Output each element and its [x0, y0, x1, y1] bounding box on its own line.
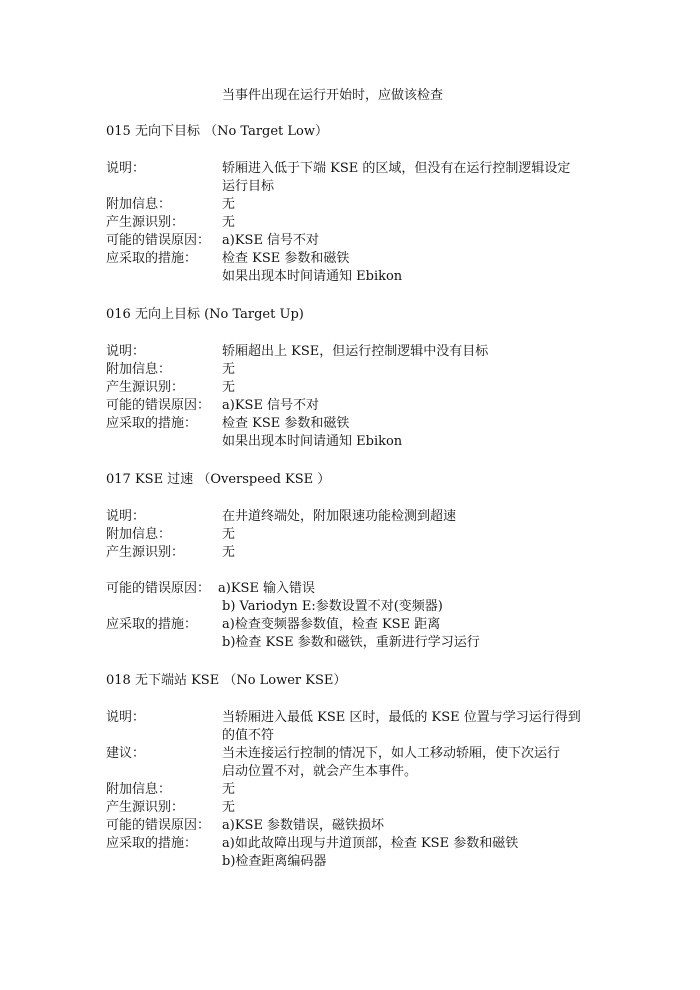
- section-015-title: 015 无向下目标 （No Target Low）: [106, 124, 328, 139]
- s017-info-label: 附加信息：: [106, 527, 172, 542]
- s016-action-1: 检查 KSE 参数和磁铁: [222, 416, 350, 431]
- s017-action-1: a)检查变频器参数值，检查 KSE 距离: [222, 617, 441, 632]
- s016-desc-label: 说明：: [106, 344, 146, 359]
- s018-action-label: 应采取的措施：: [106, 836, 198, 851]
- s016-cause-label: 可能的错误原因：: [106, 398, 211, 413]
- s016-action-2: 如果出现本时间请通知 Ebikon: [222, 434, 403, 449]
- s016-cause-1: a)KSE 信号不对: [222, 398, 320, 413]
- s015-desc-label: 说明：: [106, 161, 146, 176]
- s015-info-value: 无: [222, 197, 236, 212]
- s017-action-2: b)检查 KSE 参数和磁铁，重新进行学习运行: [222, 635, 480, 650]
- s016-src-label: 产生源识别：: [106, 380, 185, 395]
- s018-desc-label: 说明：: [106, 710, 146, 725]
- s017-src-value: 无: [222, 545, 236, 560]
- s015-desc-line-1: 轿厢进入低于下端 KSE 的区域，但没有在运行控制逻辑设定: [222, 161, 571, 176]
- s015-info-label: 附加信息：: [106, 197, 172, 212]
- s016-action-label: 应采取的措施：: [106, 416, 198, 431]
- s018-advice-label: 建议：: [106, 746, 146, 761]
- s015-cause-label: 可能的错误原因：: [106, 233, 211, 248]
- s016-src-value: 无: [222, 380, 236, 395]
- s018-info-label: 附加信息：: [106, 782, 172, 797]
- s016-desc-line-1: 轿厢超出上 KSE，但运行控制逻辑中没有目标: [222, 344, 489, 359]
- s018-desc-line-2: 的值不符: [222, 728, 275, 743]
- intro-text: 当事件出现在运行开始时，应做该检查: [222, 88, 444, 103]
- section-016-title: 016 无向上目标 (No Target Up): [106, 307, 304, 322]
- s016-info-label: 附加信息：: [106, 362, 172, 377]
- s017-cause-2: b) Variodyn E:参数设置不对(变频器): [222, 599, 443, 614]
- s018-src-label: 产生源识别：: [106, 800, 185, 815]
- s018-cause-label: 可能的错误原因：: [106, 818, 211, 833]
- s017-cause-1: a)KSE 输入错误: [218, 581, 316, 596]
- s018-advice-line-1: 当未连接运行控制的情况下，如人工移动轿厢，使下次运行: [222, 746, 561, 761]
- s018-src-value: 无: [222, 800, 236, 815]
- s017-action-label: 应采取的措施：: [106, 617, 198, 632]
- s017-desc-line-1: 在井道终端处，附加限速功能检测到超速: [222, 509, 457, 524]
- section-017-title: 017 KSE 过速 （Overspeed KSE ）: [106, 472, 331, 487]
- s015-desc-line-2: 运行目标: [222, 179, 275, 194]
- s015-action-2: 如果出现本时间请通知 Ebikon: [222, 269, 403, 284]
- s015-action-1: 检查 KSE 参数和磁铁: [222, 251, 350, 266]
- s018-info-value: 无: [222, 782, 236, 797]
- section-018-title: 018 无下端站 KSE （No Lower KSE）: [106, 673, 347, 688]
- s016-info-value: 无: [222, 362, 236, 377]
- s018-desc-line-1: 当轿厢进入最低 KSE 区时，最低的 KSE 位置与学习运行得到: [222, 710, 581, 725]
- s015-cause-1: a)KSE 信号不对: [222, 233, 320, 248]
- s015-src-value: 无: [222, 215, 236, 230]
- s015-src-label: 产生源识别：: [106, 215, 185, 230]
- s017-desc-label: 说明：: [106, 509, 146, 524]
- s017-info-value: 无: [222, 527, 236, 542]
- s018-advice-line-2: 启动位置不对，就会产生本事件。: [222, 764, 418, 779]
- s018-action-1: a)如此故障出现与井道顶部，检查 KSE 参数和磁铁: [222, 836, 519, 851]
- s018-action-2: b)检查距离编码器: [222, 854, 327, 869]
- s017-src-label: 产生源识别：: [106, 545, 185, 560]
- s018-cause-1: a)KSE 参数错误，磁铁损坏: [222, 818, 385, 833]
- s017-cause-label: 可能的错误原因：: [106, 581, 211, 596]
- s015-action-label: 应采取的措施：: [106, 251, 198, 266]
